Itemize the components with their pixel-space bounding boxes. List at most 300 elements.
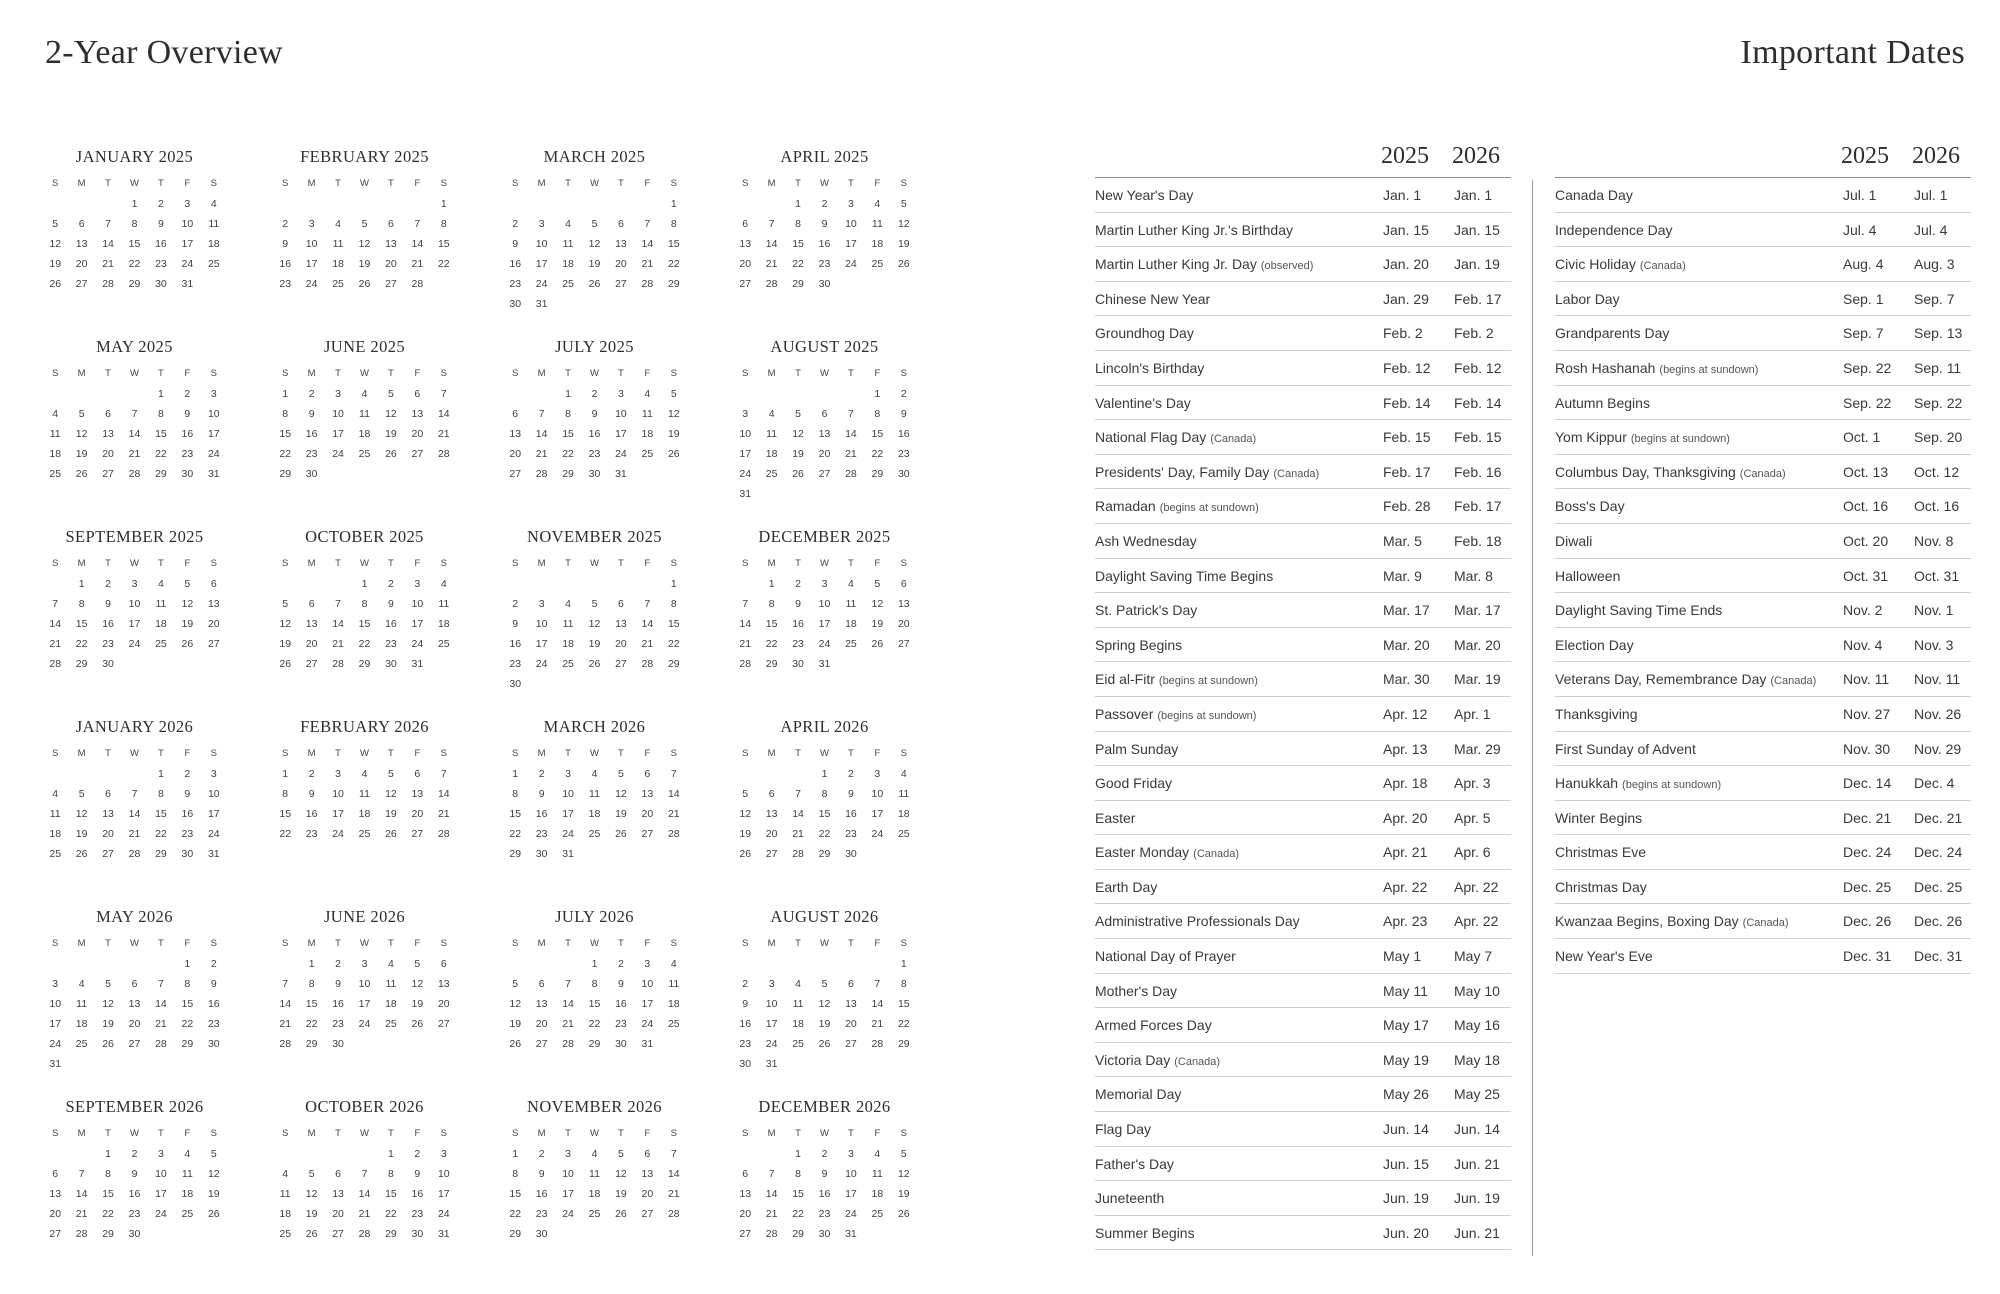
date-row — [1095, 732, 1511, 767]
month-name: SEPTEMBER 2025 — [65, 527, 204, 546]
day-cell: 6 — [618, 598, 624, 610]
date-2026: Sep. 11 — [1914, 359, 1962, 376]
day-empty — [298, 194, 324, 214]
day-cell: 31 — [207, 848, 220, 860]
weekday-label: T — [618, 938, 624, 949]
date-2025: Feb. 2 — [1383, 325, 1423, 342]
day-cell: 14 — [102, 238, 114, 250]
week-row — [502, 1014, 687, 1034]
day-cell: 12 — [305, 1188, 318, 1200]
date-row — [1555, 835, 1971, 870]
day-cell: 29 — [765, 658, 778, 670]
event-note: (Canada) — [1739, 467, 1786, 480]
day-cell: 21 — [49, 638, 62, 650]
day-cell: 2 — [900, 388, 907, 400]
week-row — [732, 1224, 917, 1244]
weekday-label: W — [820, 1128, 829, 1139]
date-row — [1095, 628, 1511, 663]
day-cell: 12 — [588, 238, 601, 250]
day-cell: 25 — [181, 1208, 194, 1220]
day-cell: 2 — [591, 388, 598, 400]
weekday-label: T — [848, 178, 854, 189]
day-cell: 7 — [78, 1168, 85, 1180]
day-cell: 13 — [411, 408, 424, 420]
day-cell: 26 — [305, 1228, 318, 1240]
day-cell: 3 — [768, 978, 775, 990]
day-cell: 16 — [535, 808, 548, 820]
date-2026: Jan. 19 — [1454, 256, 1500, 273]
day-cell: 16 — [102, 618, 114, 630]
day-cell: 11 — [438, 598, 450, 610]
date-2026: Dec. 26 — [1914, 913, 1963, 930]
weekday-label: W — [130, 558, 139, 569]
day-empty — [838, 954, 864, 974]
day-cell: 11 — [871, 218, 883, 230]
day-cell: 22 — [509, 828, 522, 840]
day-cell: 2 — [210, 958, 217, 970]
day-cell: 18 — [49, 828, 62, 840]
event-name — [1555, 213, 1673, 247]
day-empty — [758, 194, 784, 214]
day-cell: 28 — [641, 278, 654, 290]
day-empty — [351, 194, 377, 214]
day-cell: 21 — [437, 808, 450, 820]
day-cell: 8 — [821, 788, 828, 800]
event-label: First Sunday of Advent — [1555, 740, 1696, 757]
week-row — [42, 1204, 227, 1224]
day-cell: 24 — [207, 828, 220, 840]
month-name: MAY 2025 — [96, 337, 173, 356]
day-cell: 30 — [385, 658, 397, 670]
day-empty — [121, 764, 147, 784]
day-cell: 10 — [641, 978, 654, 990]
weekday-label: F — [874, 368, 881, 379]
week-row — [272, 784, 457, 804]
day-cell: 27 — [818, 468, 831, 480]
month-name: NOVEMBER 2025 — [527, 527, 662, 546]
date-row — [1095, 939, 1511, 974]
day-cell: 9 — [795, 598, 801, 610]
week-row — [732, 954, 917, 974]
day-cell: 31 — [411, 658, 424, 670]
day-empty — [42, 954, 68, 974]
day-cell: 29 — [588, 1038, 601, 1050]
day-cell: 2 — [848, 768, 854, 780]
week-row — [502, 954, 687, 974]
week-row — [272, 1224, 457, 1244]
day-empty — [732, 384, 758, 404]
day-cell: 11 — [332, 238, 344, 250]
date-2026: Feb. 17 — [1454, 290, 1502, 307]
day-cell: 27 — [75, 278, 88, 290]
day-cell: 23 — [128, 1208, 141, 1220]
day-cell: 3 — [565, 768, 571, 780]
day-cell: 1 — [184, 958, 191, 970]
day-cell: 18 — [75, 1018, 88, 1030]
day-cell: 13 — [385, 238, 397, 250]
week-row — [502, 1184, 687, 1204]
date-2026: Jan. 15 — [1454, 221, 1500, 238]
day-cell: 21 — [667, 1188, 680, 1200]
day-cell: 4 — [795, 978, 801, 990]
day-cell: 4 — [335, 218, 341, 230]
day-cell: 12 — [75, 808, 88, 820]
date-row — [1095, 455, 1511, 490]
month-calendar — [732, 526, 917, 716]
day-cell: 17 — [207, 428, 220, 440]
week-row — [732, 274, 917, 294]
week-row — [272, 654, 457, 674]
day-cell: 26 — [615, 1208, 627, 1220]
weekday-label: W — [820, 558, 829, 569]
day-cell: 16 — [385, 618, 397, 630]
day-cell: 19 — [667, 428, 680, 440]
date-2025: Feb. 12 — [1383, 359, 1431, 376]
column-divider — [1532, 180, 1533, 1256]
day-cell: 27 — [845, 1038, 857, 1050]
day-cell: 17 — [155, 1188, 167, 1200]
day-empty — [68, 1144, 94, 1164]
day-cell: 25 — [49, 468, 62, 480]
day-cell: 26 — [75, 468, 88, 480]
day-cell: 10 — [358, 978, 371, 990]
day-cell: 29 — [667, 658, 680, 670]
day-cell: 11 — [641, 408, 653, 420]
day-cell: 23 — [181, 448, 194, 460]
day-empty — [42, 574, 68, 594]
date-row — [1555, 351, 1971, 386]
event-label: Spring Begins — [1095, 636, 1183, 653]
day-cell: 1 — [512, 1148, 519, 1160]
weekday-label: S — [210, 178, 217, 189]
day-cell: 5 — [591, 598, 598, 610]
day-cell: 15 — [102, 1188, 114, 1200]
day-cell: 10 — [845, 218, 857, 230]
day-cell: 23 — [535, 828, 548, 840]
date-2026: Sep. 20 — [1914, 429, 1963, 446]
event-label: Easter — [1095, 809, 1136, 826]
day-cell: 15 — [181, 998, 194, 1010]
weekday-label: T — [388, 748, 394, 759]
day-empty — [502, 954, 528, 974]
day-cell: 30 — [792, 658, 804, 670]
year-header-2025: 2025 — [1381, 143, 1429, 169]
event-label: Victoria Day — [1095, 1051, 1171, 1068]
day-cell: 23 — [588, 448, 601, 460]
day-cell: 29 — [792, 1228, 804, 1240]
month-name: JUNE 2025 — [323, 337, 406, 356]
day-cell: 17 — [641, 998, 654, 1010]
day-cell: 24 — [332, 828, 344, 840]
event-name — [1095, 386, 1191, 420]
day-cell: 25 — [332, 278, 344, 290]
day-empty — [95, 194, 121, 214]
day-cell: 3 — [821, 578, 828, 590]
event-name — [1095, 662, 1258, 698]
weekday-label: T — [848, 938, 854, 949]
day-cell: 20 — [509, 448, 522, 460]
date-row — [1095, 282, 1511, 317]
event-note: (Canada) — [1742, 917, 1789, 930]
week-row — [732, 844, 917, 864]
day-cell: 14 — [765, 238, 778, 250]
day-cell: 3 — [848, 198, 854, 210]
event-name — [1555, 766, 1721, 802]
day-cell: 24 — [818, 638, 831, 650]
weekday-label: T — [105, 368, 111, 379]
event-name — [1095, 835, 1239, 871]
day-cell: 28 — [358, 1228, 371, 1240]
month-name: JULY 2025 — [555, 337, 634, 356]
day-cell: 23 — [385, 638, 397, 650]
day-cell: 19 — [871, 618, 884, 630]
week-row — [502, 234, 687, 254]
week-row — [732, 424, 917, 444]
date-row — [1095, 1043, 1511, 1078]
day-cell: 18 — [871, 238, 884, 250]
date-row — [1095, 766, 1511, 801]
week-row — [502, 674, 687, 694]
day-cell: 16 — [332, 998, 344, 1010]
day-cell: 12 — [667, 408, 680, 420]
day-cell: 3 — [538, 218, 545, 230]
event-note: (begins at sundown) — [1630, 433, 1730, 446]
date-2025: Oct. 16 — [1843, 498, 1889, 515]
day-cell: 5 — [388, 768, 394, 780]
date-2025: Jan. 15 — [1383, 221, 1429, 238]
day-cell: 18 — [181, 1188, 194, 1200]
event-name — [1095, 628, 1182, 662]
date-2025: Mar. 5 — [1383, 532, 1422, 549]
week-row — [42, 804, 227, 824]
day-cell: 5 — [591, 218, 598, 230]
day-cell: 17 — [332, 428, 344, 440]
day-cell: 28 — [535, 468, 548, 480]
day-cell: 8 — [512, 1168, 519, 1180]
day-cell: 24 — [155, 1208, 167, 1220]
day-cell: 22 — [765, 638, 778, 650]
day-cell: 3 — [565, 1148, 571, 1160]
day-cell: 24 — [871, 828, 884, 840]
day-cell: 1 — [131, 198, 138, 210]
date-2025: Dec. 26 — [1843, 913, 1892, 930]
day-cell: 13 — [102, 428, 114, 440]
weekday-label: S — [742, 748, 749, 759]
weekday-header — [732, 744, 917, 764]
day-empty — [785, 384, 811, 404]
day-cell: 30 — [535, 1228, 548, 1240]
weekday-label: S — [742, 1128, 749, 1139]
day-cell: 8 — [78, 598, 85, 610]
day-cell: 23 — [207, 1018, 220, 1030]
day-cell: 18 — [279, 1208, 292, 1220]
day-cell: 10 — [739, 428, 752, 440]
event-name — [1555, 351, 1758, 387]
day-cell: 26 — [49, 278, 62, 290]
day-cell: 10 — [437, 1168, 450, 1180]
day-cell: 24 — [207, 448, 220, 460]
day-cell: 2 — [184, 768, 191, 780]
day-cell: 6 — [440, 958, 447, 970]
day-empty — [758, 1144, 784, 1164]
event-name — [1095, 1112, 1151, 1146]
weekday-label: T — [105, 748, 111, 759]
day-cell: 6 — [538, 978, 545, 990]
weekday-label: M — [767, 178, 776, 189]
day-cell: 8 — [308, 978, 315, 990]
day-cell: 23 — [818, 258, 831, 270]
date-2026: Jun. 14 — [1454, 1121, 1500, 1138]
day-cell: 12 — [49, 238, 62, 250]
day-cell: 6 — [131, 978, 138, 990]
date-2026: Sep. 22 — [1914, 394, 1963, 411]
day-cell: 20 — [641, 1188, 654, 1200]
day-cell: 9 — [821, 1168, 828, 1180]
day-cell: 13 — [49, 1188, 62, 1200]
date-2026: Oct. 31 — [1914, 567, 1960, 584]
day-cell: 6 — [768, 788, 775, 800]
event-label: Presidents' Day, Family Day — [1095, 463, 1270, 480]
date-row — [1095, 1077, 1511, 1112]
day-cell: 20 — [411, 808, 424, 820]
week-row — [272, 194, 457, 214]
day-cell: 5 — [414, 958, 421, 970]
day-cell: 11 — [871, 1168, 883, 1180]
day-cell: 3 — [618, 388, 624, 400]
date-2026: Nov. 1 — [1914, 602, 1954, 619]
week-row — [732, 1204, 917, 1224]
weekday-label: M — [767, 938, 776, 949]
day-cell: 4 — [52, 408, 59, 420]
day-cell: 6 — [52, 1168, 59, 1180]
week-row — [42, 1054, 227, 1074]
day-cell: 9 — [512, 238, 519, 250]
event-label: Election Day — [1555, 636, 1634, 653]
day-cell: 4 — [184, 1148, 191, 1160]
day-cell: 27 — [615, 278, 627, 290]
day-cell: 6 — [210, 578, 217, 590]
day-cell: 23 — [792, 638, 804, 650]
day-cell: 9 — [538, 788, 545, 800]
weekday-header — [502, 1124, 687, 1144]
day-cell: 27 — [102, 848, 114, 860]
date-2026: Mar. 20 — [1454, 636, 1501, 653]
event-label: Christmas Eve — [1555, 844, 1647, 861]
date-2025: Jan. 20 — [1383, 256, 1429, 273]
month-name: FEBRUARY 2025 — [300, 147, 429, 166]
weekday-label: S — [670, 1128, 677, 1139]
day-cell: 26 — [588, 658, 601, 670]
day-cell: 11 — [792, 998, 804, 1010]
month-name: APRIL 2026 — [780, 717, 869, 736]
day-cell: 7 — [440, 388, 447, 400]
weekday-label: W — [360, 558, 369, 569]
day-cell: 18 — [667, 998, 680, 1010]
day-cell: 9 — [512, 618, 519, 630]
day-cell: 24 — [535, 278, 548, 290]
day-cell: 23 — [102, 638, 114, 650]
day-empty — [634, 194, 660, 214]
weekday-label: F — [414, 558, 421, 569]
weekday-label: W — [130, 748, 139, 759]
day-cell: 15 — [155, 808, 167, 820]
day-cell: 18 — [588, 808, 601, 820]
month-name: OCTOBER 2025 — [305, 527, 424, 546]
date-2026: Jul. 1 — [1914, 187, 1948, 203]
week-row — [272, 254, 457, 274]
day-cell: 16 — [739, 1018, 752, 1030]
date-2026: Nov. 8 — [1914, 532, 1954, 549]
day-cell: 9 — [900, 408, 907, 420]
month-calendar — [272, 1096, 457, 1286]
day-cell: 5 — [78, 408, 85, 420]
event-name — [1095, 1216, 1195, 1250]
day-cell: 17 — [562, 1188, 574, 1200]
weekday-label: M — [77, 938, 86, 949]
event-name — [1095, 1077, 1181, 1111]
day-cell: 8 — [795, 1168, 801, 1180]
day-cell: 17 — [845, 1188, 857, 1200]
day-cell: 2 — [821, 198, 828, 210]
event-name — [1095, 1181, 1164, 1215]
event-name — [1555, 732, 1696, 766]
date-2025: Apr. 20 — [1383, 809, 1428, 826]
day-cell: 29 — [667, 278, 680, 290]
date-2026: Nov. 11 — [1914, 671, 1961, 688]
day-cell: 24 — [128, 638, 141, 650]
month-name: NOVEMBER 2026 — [527, 1097, 662, 1116]
week-row — [272, 404, 457, 424]
day-cell: 30 — [207, 1038, 220, 1050]
day-cell: 24 — [181, 258, 194, 270]
weekday-label: T — [158, 558, 164, 569]
day-cell: 22 — [818, 828, 831, 840]
day-cell: 13 — [411, 788, 424, 800]
day-cell: 18 — [897, 808, 910, 820]
day-cell: 25 — [207, 258, 220, 270]
day-cell: 19 — [75, 828, 88, 840]
day-empty — [528, 384, 554, 404]
day-cell: 7 — [282, 978, 289, 990]
date-row — [1095, 1216, 1511, 1251]
date-row — [1095, 213, 1511, 248]
day-cell: 26 — [588, 278, 601, 290]
date-2025: May 19 — [1383, 1051, 1429, 1068]
day-cell: 11 — [562, 238, 574, 250]
date-2025: Apr. 21 — [1383, 844, 1428, 861]
day-cell: 12 — [181, 598, 194, 610]
week-row — [42, 994, 227, 1014]
date-2025: Dec. 14 — [1843, 775, 1892, 792]
day-cell: 6 — [644, 768, 651, 780]
weekday-label: S — [742, 368, 749, 379]
day-cell: 19 — [615, 808, 627, 820]
month-calendar — [42, 906, 227, 1096]
day-cell: 26 — [279, 658, 292, 670]
event-note: (begins at sundown) — [1158, 675, 1258, 688]
week-row — [272, 1014, 457, 1034]
day-cell: 12 — [615, 1168, 627, 1180]
day-cell: 26 — [871, 638, 884, 650]
day-cell: 20 — [411, 428, 424, 440]
weekday-label: F — [644, 748, 651, 759]
day-cell: 6 — [388, 218, 394, 230]
month-name: AUGUST 2025 — [770, 337, 879, 356]
weekday-label: F — [644, 938, 651, 949]
date-2025: Jul. 1 — [1843, 187, 1877, 203]
event-label: Valentine's Day — [1095, 394, 1191, 411]
day-cell: 21 — [739, 638, 752, 650]
